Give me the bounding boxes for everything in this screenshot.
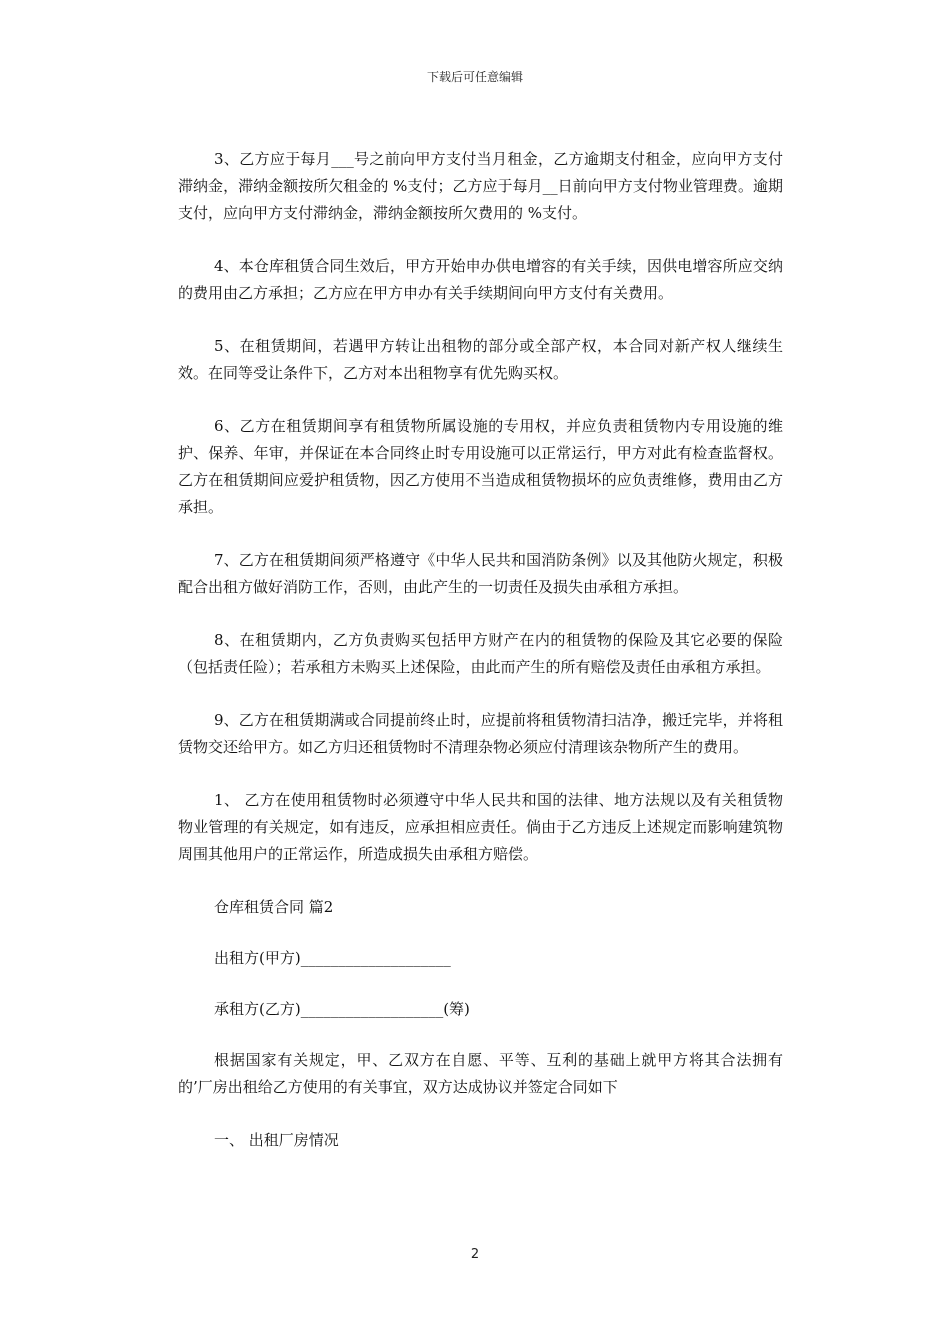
clause-3-rent-payment: 3、乙方应于每月___号之前向甲方支付当月租金，乙方逾期支付租金，应向甲方支付滞纳金，滞纳金额按所欠租金的 %支付；乙方应于每月__日前向甲方支付物业管理费。逾期支付，应向甲方支付滞纳金，滞纳金额按所欠费用的 %支付。: [178, 150, 783, 222]
lessor-line: 出租方(甲方)____________________: [214, 949, 451, 967]
header-note: 下载后可任意编辑: [426, 70, 523, 84]
clause-9-return-property: 9、乙方在租赁期满或合同提前终止时，应提前将租赁物清扫洁净，搬迁完毕，并将租赁物交还给甲方。如乙方归还租赁物时不清理杂物必须应付清理该杂物所产生的费用。: [178, 711, 783, 756]
lessee-line: 承租方(乙方)___________________(筹): [214, 1000, 470, 1018]
contract-section-title: 仓库租赁合同 篇2: [214, 898, 334, 916]
clause-7-fire-safety: 7、乙方在租赁期间须严格遵守《中华人民共和国消防条例》以及其他防火规定，积极配合出租方做好消防工作，否则，由此产生的一切责任及损失由承租方承担。: [178, 551, 783, 596]
clause-4-power-capacity: 4、本仓库租赁合同生效后，甲方开始申办供电增容的有关手续，因供电增容所应交纳的费用由乙方承担；乙方应在甲方申办有关手续期间向甲方支付有关费用。: [178, 257, 783, 302]
clause-8-insurance: 8、在租赁期内，乙方负责购买包括甲方财产在内的租赁物的保险及其它必要的保险（包括责任险）；若承租方未购买上述保险，由此而产生的所有赔偿及责任由承租方承担。: [178, 631, 783, 676]
page-number: 2: [470, 1247, 480, 1262]
agreement-preamble: 根据国家有关规定，甲、乙双方在自愿、平等、互利的基础上就甲方将其合法拥有的’厂房出租给乙方使用的有关事宜，双方达成协议并签定合同如下: [178, 1051, 783, 1096]
section-heading-factory: 一、 出租厂房情况: [214, 1131, 339, 1149]
clause-5-property-transfer: 5、在租赁期间，若遇甲方转让出租物的部分或全部产权，本合同对新产权人继续生效。在同等受让条件下，乙方对本出租物享有优先购买权。: [178, 337, 783, 382]
clause-1-legal-compliance: 1、 乙方在使用租赁物时必须遵守中华人民共和国的法律、地方法规以及有关租赁物物业管理的有关规定，如有违反，应承担相应责任。倘由于乙方违反上述规定而影响建筑物周围其他用户的正常运作，所造成损失由承租方赔偿。: [178, 791, 783, 863]
clause-6-facility-rights: 6、乙方在租赁期间享有租赁物所属设施的专用权，并应负责租赁物内专用设施的维护、保养、年审，并保证在本合同终止时专用设施可以正常运行，甲方对此有检查监督权。乙方在租赁期间应爱护租赁物，因乙方使用不当造成租赁物损坏的应负责维修，费用由乙方承担。: [178, 417, 783, 516]
document-body: [178, 146, 783, 1178]
